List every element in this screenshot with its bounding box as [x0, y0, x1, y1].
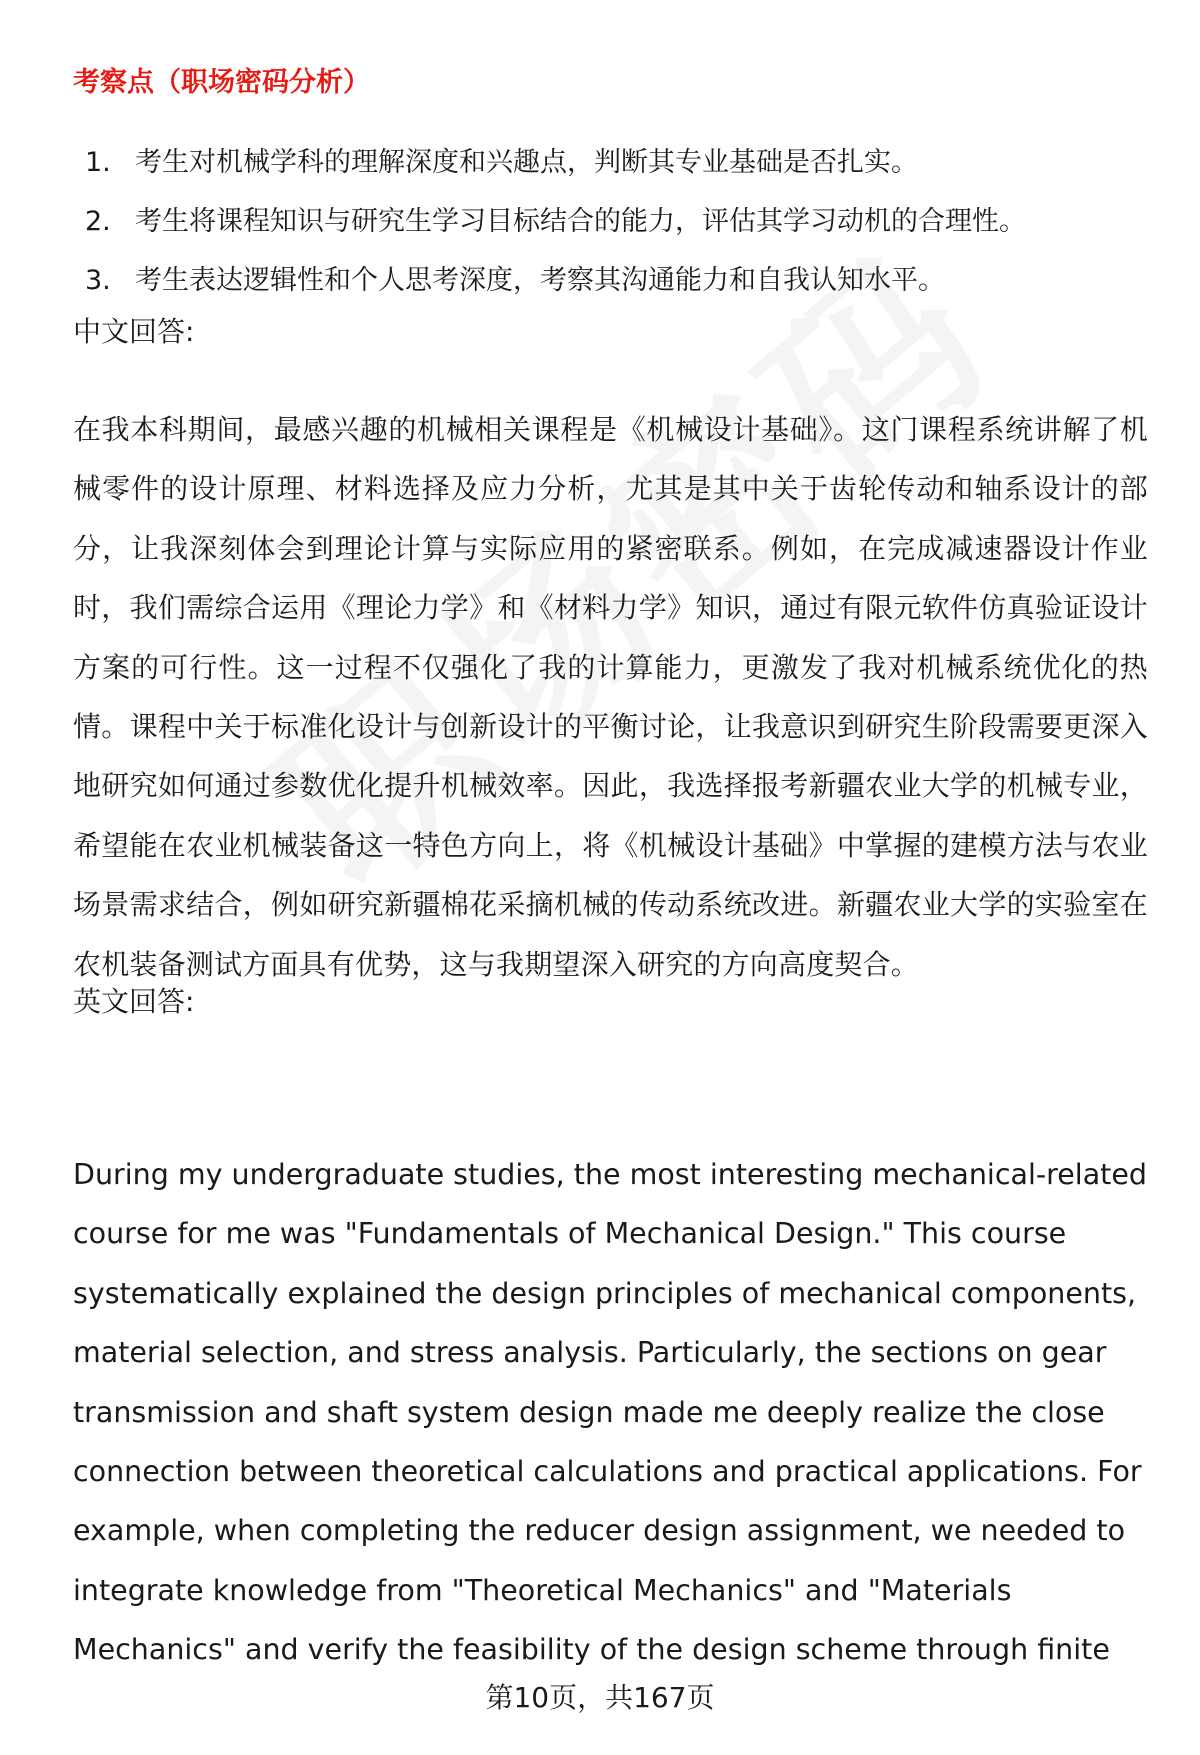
page-footer: 第10页，共167页 — [485, 1681, 715, 1714]
list-number: 2. — [85, 206, 111, 237]
list-number: 1. — [85, 147, 111, 178]
section-heading: 考察点（职场密码分析） — [73, 67, 370, 98]
list-text: 考生将课程知识与研究生学习目标结合的能力，评估其学习动机的合理性。 — [135, 206, 1026, 237]
chinese-answer-body: 在我本科期间，最感兴趣的机械相关课程是《机械设计基础》。这门课程系统讲解了机械零件的设计原理、材料选择及应力分析，尤其是其中关于齿轮传动和轴系设计的部分，让我深刻体会到理论计算与实际应用的紧密联系。例如，在完成减速器设计作业时，我们需综合运用《理论力学》和《材料力学》知识，通过有限元软件仿真验证设计方案的可行性。这一过程不仅强化了我的计算能力，更激发了我对机械系统优化的热情。课程中关于标准化设计与创新设计的平衡讨论，让我意识到研究生阶段需要更深入地研究如何通过参数优化提升机械效率。因此，我选择报考新疆农业大学的机械专业，希望能在农业机械装备这一特色方向上，将《机械设计基础》中掌握的建模方法与农业场景需求结合，例如研究新疆棉花采摘机械的传动系统改进。新疆农业大学的实验室在农机装备测试方面具有优势，这与我期望深入研究的方向高度契合。 — [73, 413, 1148, 981]
text-line: connection between theoretical calculations and practical applications. For — [73, 1455, 1142, 1489]
text-line: transmission and shaft system design made me deeply realize the close — [73, 1395, 1105, 1429]
text-line: example, when completing the reducer design assignment, we needed to — [73, 1514, 1126, 1548]
text-line: systematically explained the design principles of mechanical components, — [73, 1276, 1137, 1310]
list-text: 考生表达逻辑性和个人思考深度，考察其沟通能力和自我认知水平。 — [135, 265, 945, 296]
list-text: 考生对机械学科的理解深度和兴趣点，判断其专业基础是否扎实。 — [135, 147, 918, 178]
english-answer-body — [73, 1145, 1163, 1680]
list-item — [73, 192, 1153, 251]
list-number: 3. — [85, 265, 111, 296]
list-item — [73, 251, 1153, 310]
text-line: Mechanics" and verify the feasibility of the design scheme through finite — [73, 1633, 1110, 1667]
key-points-list — [73, 133, 1153, 310]
text-line: During my undergraduate studies, the most interesting mechanical-related — [73, 1158, 1147, 1191]
text-line: course for me was "Fundamentals of Mechanical Design." This course — [73, 1217, 1067, 1251]
chinese-answer-label: 中文回答: — [73, 315, 195, 348]
text-line: integrate knowledge from "Theoretical Mechanics" and "Materials — [73, 1573, 1012, 1607]
english-answer-label: 英文回答: — [73, 985, 195, 1018]
list-item — [73, 133, 1153, 192]
text-line: material selection, and stress analysis. Particularly, the sections on gear — [73, 1336, 1107, 1370]
